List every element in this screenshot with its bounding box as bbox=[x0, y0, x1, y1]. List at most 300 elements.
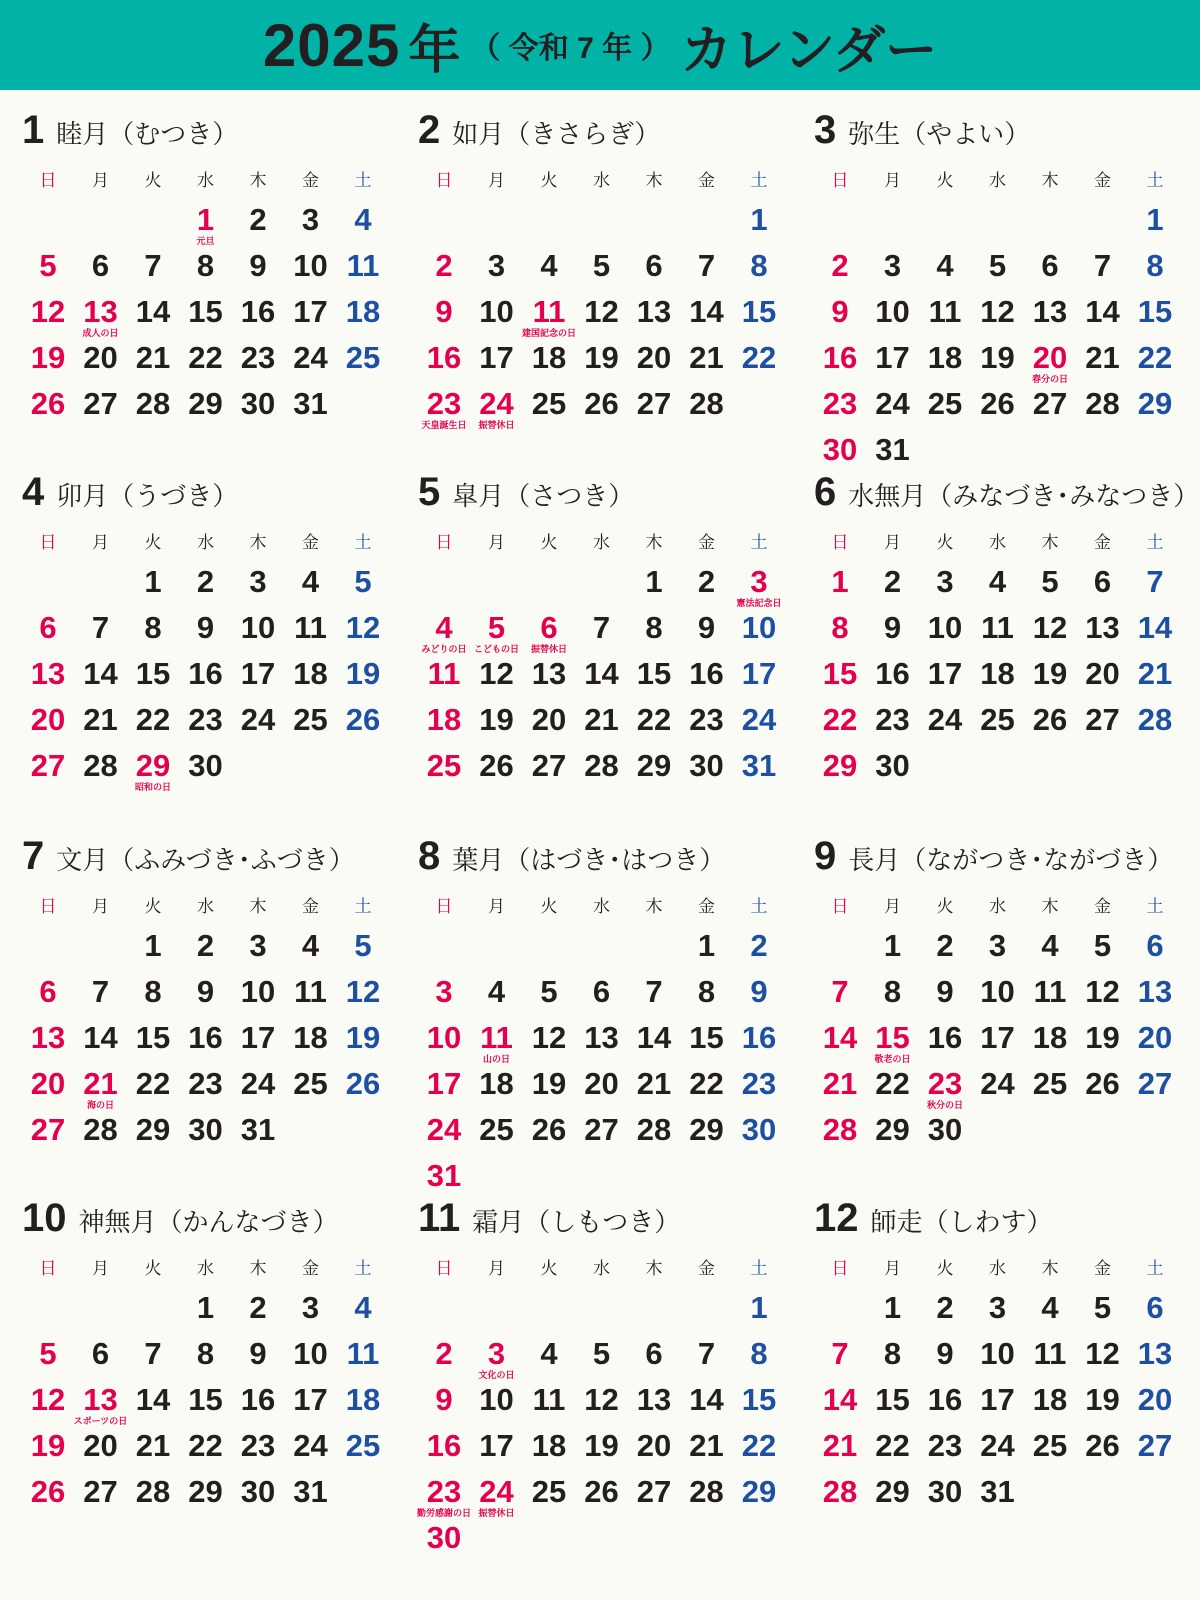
day-cell bbox=[628, 1334, 680, 1380]
day-number: 4 bbox=[354, 1290, 372, 1325]
day-number: 5 bbox=[39, 248, 57, 283]
day-cell bbox=[733, 1426, 785, 1472]
day-cell bbox=[733, 926, 785, 972]
day-cell bbox=[576, 654, 628, 700]
day-cell bbox=[337, 700, 389, 746]
day-cell bbox=[471, 338, 523, 384]
day-cell bbox=[1024, 292, 1076, 338]
day-number: 2 bbox=[196, 928, 215, 963]
day-cell bbox=[471, 1018, 523, 1064]
day-number: 8 bbox=[883, 974, 902, 1009]
weekday-header: 水 bbox=[593, 1259, 610, 1278]
weekday-header: 木 bbox=[1041, 897, 1059, 916]
day-cell bbox=[337, 338, 389, 384]
day-number: 1 bbox=[697, 928, 716, 963]
weekday-header: 月 bbox=[488, 897, 505, 916]
day-number: 16 bbox=[240, 1382, 276, 1417]
weekday-header: 火 bbox=[144, 533, 162, 552]
day-cell bbox=[127, 1334, 179, 1380]
day-cell bbox=[180, 200, 232, 246]
day-cell bbox=[471, 1380, 523, 1426]
day-cell bbox=[576, 1064, 628, 1110]
weekday-header: 金 bbox=[1094, 171, 1111, 190]
day-number: 19 bbox=[584, 1428, 619, 1463]
day-cell bbox=[232, 246, 284, 292]
day-number: 14 bbox=[1085, 294, 1120, 329]
day-cell bbox=[75, 1472, 127, 1518]
day-cell bbox=[232, 1472, 284, 1518]
day-cell bbox=[576, 292, 628, 338]
day-cell bbox=[75, 1380, 127, 1426]
day-number: 16 bbox=[240, 294, 276, 329]
day-cell bbox=[867, 926, 919, 972]
day-number: 7 bbox=[91, 974, 110, 1009]
day-number: 28 bbox=[689, 1474, 724, 1509]
weekday-header: 月 bbox=[488, 1259, 505, 1278]
day-cell bbox=[75, 292, 127, 338]
weekday-header: 金 bbox=[698, 171, 715, 190]
header-reiwa: （ 令和 7 年 ） bbox=[470, 32, 671, 65]
day-cell bbox=[733, 1334, 785, 1380]
day-number: 19 bbox=[30, 340, 66, 375]
day-cell bbox=[1129, 1426, 1181, 1472]
day-number: 20 bbox=[584, 1066, 619, 1101]
day-number: 4 bbox=[936, 248, 954, 283]
day-cell bbox=[628, 246, 680, 292]
holiday-label: 昭和の日 bbox=[134, 782, 171, 792]
day-number: 27 bbox=[30, 1112, 66, 1147]
day-number: 29 bbox=[188, 1474, 223, 1509]
day-cell bbox=[75, 700, 127, 746]
day-number: 5 bbox=[988, 248, 1007, 283]
day-cell bbox=[180, 246, 232, 292]
day-number: 19 bbox=[531, 1066, 567, 1101]
day-cell bbox=[232, 1288, 284, 1334]
weekday-header: 日 bbox=[39, 1259, 57, 1278]
weekday-header: 金 bbox=[302, 1259, 319, 1278]
day-number: 20 bbox=[636, 340, 672, 375]
day-number: 6 bbox=[645, 248, 663, 283]
day-number: 7 bbox=[697, 1336, 716, 1371]
day-cell bbox=[22, 1018, 74, 1064]
day-cell bbox=[232, 384, 284, 430]
day-number: 19 bbox=[345, 656, 381, 691]
day-cell bbox=[232, 700, 284, 746]
weekday-header: 土 bbox=[1146, 1259, 1164, 1278]
day-cell bbox=[337, 654, 389, 700]
day-cell bbox=[285, 200, 337, 246]
header-year: 2025 bbox=[262, 11, 401, 79]
day-cell bbox=[814, 562, 866, 608]
holiday-label: 天皇誕生日 bbox=[421, 420, 467, 430]
weekday-header: 土 bbox=[354, 533, 372, 552]
day-number: 25 bbox=[345, 340, 381, 375]
weekday-header: 金 bbox=[1094, 1259, 1111, 1278]
day-number: 28 bbox=[689, 386, 724, 421]
day-number: 1 bbox=[645, 564, 663, 599]
day-cell bbox=[681, 700, 733, 746]
day-cell bbox=[1024, 1288, 1076, 1334]
weekday-header: 木 bbox=[1041, 1259, 1059, 1278]
weekday-header: 火 bbox=[540, 897, 558, 916]
day-number: 23 bbox=[927, 1066, 963, 1101]
month-traditional-name: 霜月（しもつき） bbox=[472, 1207, 681, 1237]
day-number: 11 bbox=[294, 974, 327, 1009]
day-cell bbox=[337, 926, 389, 972]
day-number: 14 bbox=[822, 1382, 858, 1417]
day-cell bbox=[576, 608, 628, 654]
day-cell bbox=[681, 1426, 733, 1472]
weekday-header: 日 bbox=[831, 897, 849, 916]
day-cell bbox=[127, 1380, 179, 1426]
day-number: 15 bbox=[188, 294, 223, 329]
day-number: 21 bbox=[135, 1428, 171, 1463]
day-cell bbox=[681, 338, 733, 384]
day-cell bbox=[814, 384, 866, 430]
day-number: 24 bbox=[980, 1066, 1015, 1101]
day-cell bbox=[867, 1472, 919, 1518]
day-number: 12 bbox=[584, 1382, 619, 1417]
day-number: 14 bbox=[822, 1020, 858, 1055]
day-number: 12 bbox=[345, 610, 381, 645]
day-cell bbox=[523, 1426, 575, 1472]
weekday-header: 木 bbox=[1041, 533, 1059, 552]
day-cell bbox=[972, 1426, 1024, 1472]
day-number: 23 bbox=[741, 1066, 777, 1101]
day-cell bbox=[285, 1380, 337, 1426]
day-cell bbox=[232, 338, 284, 384]
day-number: 27 bbox=[83, 1474, 118, 1509]
day-cell bbox=[919, 926, 971, 972]
day-number: 9 bbox=[750, 974, 768, 1009]
day-number: 24 bbox=[980, 1428, 1015, 1463]
day-number: 21 bbox=[1085, 340, 1120, 375]
day-cell bbox=[1129, 700, 1181, 746]
weekday-header: 土 bbox=[750, 1259, 768, 1278]
weekday-header: 木 bbox=[249, 171, 267, 190]
day-cell bbox=[22, 608, 74, 654]
calendar-header bbox=[0, 0, 1200, 90]
day-number: 24 bbox=[927, 702, 963, 737]
day-cell bbox=[180, 1110, 232, 1156]
day-cell bbox=[1024, 1426, 1076, 1472]
day-cell bbox=[337, 1334, 389, 1380]
day-number: 25 bbox=[927, 386, 963, 421]
day-number: 30 bbox=[927, 1112, 963, 1147]
day-cell bbox=[814, 1064, 866, 1110]
day-cell bbox=[681, 1018, 733, 1064]
weekday-header: 木 bbox=[645, 897, 663, 916]
day-number: 12 bbox=[584, 294, 619, 329]
day-number: 22 bbox=[875, 1066, 910, 1101]
day-number: 7 bbox=[144, 248, 162, 283]
weekday-header: 日 bbox=[39, 533, 57, 552]
day-cell bbox=[733, 292, 785, 338]
day-number: 1 bbox=[1146, 202, 1164, 237]
day-cell bbox=[127, 338, 179, 384]
day-number: 13 bbox=[1032, 294, 1068, 329]
day-number: 29 bbox=[188, 386, 223, 421]
day-cell bbox=[418, 746, 470, 792]
day-cell bbox=[814, 1472, 866, 1518]
day-cell bbox=[1129, 292, 1181, 338]
day-cell bbox=[628, 562, 680, 608]
month-heading bbox=[22, 1196, 339, 1244]
day-number: 2 bbox=[831, 248, 849, 283]
day-number: 28 bbox=[83, 748, 118, 783]
day-number: 10 bbox=[293, 248, 328, 283]
day-cell bbox=[1024, 1380, 1076, 1426]
day-cell bbox=[22, 746, 74, 792]
day-number: 20 bbox=[1137, 1020, 1173, 1055]
day-number: 7 bbox=[592, 610, 611, 645]
day-number: 16 bbox=[875, 656, 910, 691]
day-number: 20 bbox=[636, 1428, 672, 1463]
day-number: 5 bbox=[592, 248, 611, 283]
day-cell bbox=[337, 1426, 389, 1472]
day-number: 16 bbox=[188, 1020, 223, 1055]
day-cell bbox=[75, 608, 127, 654]
day-cell bbox=[867, 246, 919, 292]
day-number: 3 bbox=[988, 1290, 1007, 1325]
day-number: 28 bbox=[822, 1112, 858, 1147]
day-cell bbox=[867, 1380, 919, 1426]
header-calendar-title: カレンダー bbox=[680, 21, 938, 80]
day-number: 21 bbox=[83, 702, 118, 737]
day-number: 18 bbox=[293, 656, 328, 691]
day-cell bbox=[576, 1472, 628, 1518]
day-cell bbox=[1024, 926, 1076, 972]
day-cell bbox=[418, 700, 470, 746]
day-number: 9 bbox=[883, 610, 902, 645]
weekday-header: 木 bbox=[645, 171, 663, 190]
day-number: 14 bbox=[83, 656, 118, 691]
day-cell bbox=[919, 1472, 971, 1518]
day-number: 4 bbox=[301, 564, 320, 599]
holiday-label: 憲法記念日 bbox=[736, 598, 782, 608]
day-cell bbox=[867, 384, 919, 430]
weekday-header: 火 bbox=[540, 1259, 558, 1278]
day-cell bbox=[523, 1472, 575, 1518]
day-number: 3 bbox=[750, 564, 768, 599]
weekday-header: 金 bbox=[698, 1259, 715, 1278]
day-cell bbox=[919, 972, 971, 1018]
day-cell bbox=[919, 1288, 971, 1334]
day-number: 1 bbox=[750, 202, 768, 237]
day-cell bbox=[471, 1334, 523, 1380]
day-cell bbox=[523, 1064, 575, 1110]
day-cell bbox=[523, 746, 575, 792]
day-number: 4 bbox=[540, 248, 558, 283]
day-cell bbox=[576, 972, 628, 1018]
weekday-header: 火 bbox=[144, 171, 162, 190]
day-number: 4 bbox=[1041, 1290, 1059, 1325]
weekday-header: 水 bbox=[989, 897, 1006, 916]
day-number: 10 bbox=[293, 1336, 328, 1371]
month-heading bbox=[22, 834, 355, 882]
day-number: 14 bbox=[1137, 610, 1173, 645]
day-number: 20 bbox=[30, 702, 66, 737]
day-number: 3 bbox=[988, 928, 1007, 963]
day-cell bbox=[733, 562, 785, 608]
weekday-header: 金 bbox=[698, 897, 715, 916]
day-number: 7 bbox=[1146, 564, 1164, 599]
day-cell bbox=[418, 1518, 470, 1564]
day-cell bbox=[733, 1380, 785, 1426]
day-cell bbox=[919, 338, 971, 384]
day-number: 17 bbox=[426, 1066, 462, 1101]
day-cell bbox=[972, 246, 1024, 292]
day-number: 5 bbox=[1041, 564, 1059, 599]
day-cell bbox=[867, 608, 919, 654]
day-number: 13 bbox=[1137, 1336, 1173, 1371]
day-number: 29 bbox=[1137, 386, 1173, 421]
day-cell bbox=[867, 292, 919, 338]
day-cell bbox=[919, 562, 971, 608]
day-number: 6 bbox=[91, 1336, 110, 1371]
day-number: 18 bbox=[479, 1066, 514, 1101]
day-cell bbox=[1024, 1064, 1076, 1110]
day-cell bbox=[681, 1110, 733, 1156]
day-number: 27 bbox=[1032, 386, 1068, 421]
day-number: 18 bbox=[345, 1382, 381, 1417]
day-number: 17 bbox=[479, 340, 514, 375]
day-number: 14 bbox=[584, 656, 619, 691]
day-cell bbox=[285, 562, 337, 608]
weekday-header: 水 bbox=[989, 171, 1006, 190]
day-cell bbox=[1077, 972, 1129, 1018]
weekday-header: 火 bbox=[936, 171, 954, 190]
day-cell bbox=[418, 338, 470, 384]
day-number: 23 bbox=[188, 702, 223, 737]
day-number: 25 bbox=[293, 702, 328, 737]
day-number: 22 bbox=[188, 1428, 223, 1463]
day-cell bbox=[628, 338, 680, 384]
day-number: 17 bbox=[927, 656, 963, 691]
weekday-header: 木 bbox=[249, 533, 267, 552]
weekday-header: 水 bbox=[197, 533, 214, 552]
day-number: 8 bbox=[697, 974, 716, 1009]
month-heading bbox=[814, 1196, 1053, 1244]
day-cell bbox=[733, 1018, 785, 1064]
day-cell bbox=[628, 608, 680, 654]
day-number: 28 bbox=[584, 748, 619, 783]
day-cell bbox=[972, 384, 1024, 430]
day-cell bbox=[733, 700, 785, 746]
day-number: 1 bbox=[144, 928, 162, 963]
day-number: 9 bbox=[831, 294, 849, 329]
day-number: 31 bbox=[240, 1112, 276, 1147]
holiday-label: 春分の日 bbox=[1031, 374, 1068, 384]
day-number: 12 bbox=[1085, 1336, 1120, 1371]
day-cell bbox=[337, 1064, 389, 1110]
day-cell bbox=[471, 246, 523, 292]
month-traditional-name: 神無月（かんなづき） bbox=[78, 1207, 339, 1237]
day-cell bbox=[232, 562, 284, 608]
weekday-header: 月 bbox=[884, 171, 901, 190]
day-number: 31 bbox=[980, 1474, 1015, 1509]
day-cell bbox=[919, 292, 971, 338]
day-number: 1 bbox=[196, 1290, 215, 1325]
day-number: 18 bbox=[345, 294, 381, 329]
day-cell bbox=[628, 700, 680, 746]
day-number: 10 bbox=[479, 1382, 514, 1417]
month-heading bbox=[418, 470, 634, 518]
day-cell bbox=[523, 700, 575, 746]
day-cell bbox=[919, 608, 971, 654]
day-number: 28 bbox=[822, 1474, 858, 1509]
day-cell bbox=[733, 654, 785, 700]
weekday-header: 月 bbox=[92, 1259, 109, 1278]
month-traditional-name: 皐月（さつき） bbox=[452, 481, 635, 511]
day-number: 11 bbox=[427, 656, 461, 691]
day-number: 21 bbox=[135, 340, 171, 375]
day-number: 8 bbox=[750, 1336, 768, 1371]
day-cell bbox=[733, 972, 785, 1018]
day-cell bbox=[681, 926, 733, 972]
day-cell bbox=[1077, 1334, 1129, 1380]
day-number: 31 bbox=[741, 748, 777, 783]
day-number: 3 bbox=[487, 1336, 506, 1371]
day-cell bbox=[471, 972, 523, 1018]
day-number: 23 bbox=[927, 1428, 963, 1463]
day-cell bbox=[337, 562, 389, 608]
day-cell bbox=[814, 700, 866, 746]
day-number: 12 bbox=[30, 294, 66, 329]
day-number: 25 bbox=[531, 1474, 567, 1509]
day-cell bbox=[232, 1426, 284, 1472]
day-number: 17 bbox=[741, 656, 777, 691]
day-cell bbox=[1129, 246, 1181, 292]
day-cell bbox=[867, 1110, 919, 1156]
day-number: 8 bbox=[1146, 248, 1164, 283]
day-number: 17 bbox=[479, 1428, 514, 1463]
weekday-header: 日 bbox=[831, 1259, 849, 1278]
day-number: 24 bbox=[293, 1428, 328, 1463]
day-number: 14 bbox=[636, 1020, 672, 1055]
day-number: 11 bbox=[532, 294, 566, 329]
day-number: 25 bbox=[531, 386, 567, 421]
day-cell bbox=[285, 292, 337, 338]
day-cell bbox=[814, 1334, 866, 1380]
day-cell bbox=[180, 926, 232, 972]
day-cell bbox=[127, 384, 179, 430]
day-number: 18 bbox=[531, 1428, 567, 1463]
holiday-label: 文化の日 bbox=[478, 1370, 515, 1380]
month-number: 9 bbox=[814, 834, 837, 878]
day-number: 19 bbox=[479, 702, 514, 737]
day-cell bbox=[337, 972, 389, 1018]
holiday-label: スポーツの日 bbox=[73, 1416, 128, 1426]
day-cell bbox=[523, 1380, 575, 1426]
day-number: 17 bbox=[875, 340, 910, 375]
day-number: 14 bbox=[83, 1020, 118, 1055]
day-number: 13 bbox=[531, 656, 567, 691]
day-cell bbox=[75, 246, 127, 292]
day-number: 4 bbox=[301, 928, 320, 963]
weekday-header: 月 bbox=[92, 897, 109, 916]
month-heading bbox=[418, 834, 725, 882]
day-cell bbox=[180, 562, 232, 608]
day-cell bbox=[285, 1018, 337, 1064]
day-number: 26 bbox=[584, 1474, 619, 1509]
day-cell bbox=[814, 338, 866, 384]
day-number: 30 bbox=[875, 748, 910, 783]
day-number: 17 bbox=[980, 1020, 1015, 1055]
day-cell bbox=[1077, 700, 1129, 746]
day-cell bbox=[523, 1018, 575, 1064]
month-number: 10 bbox=[22, 1196, 67, 1240]
